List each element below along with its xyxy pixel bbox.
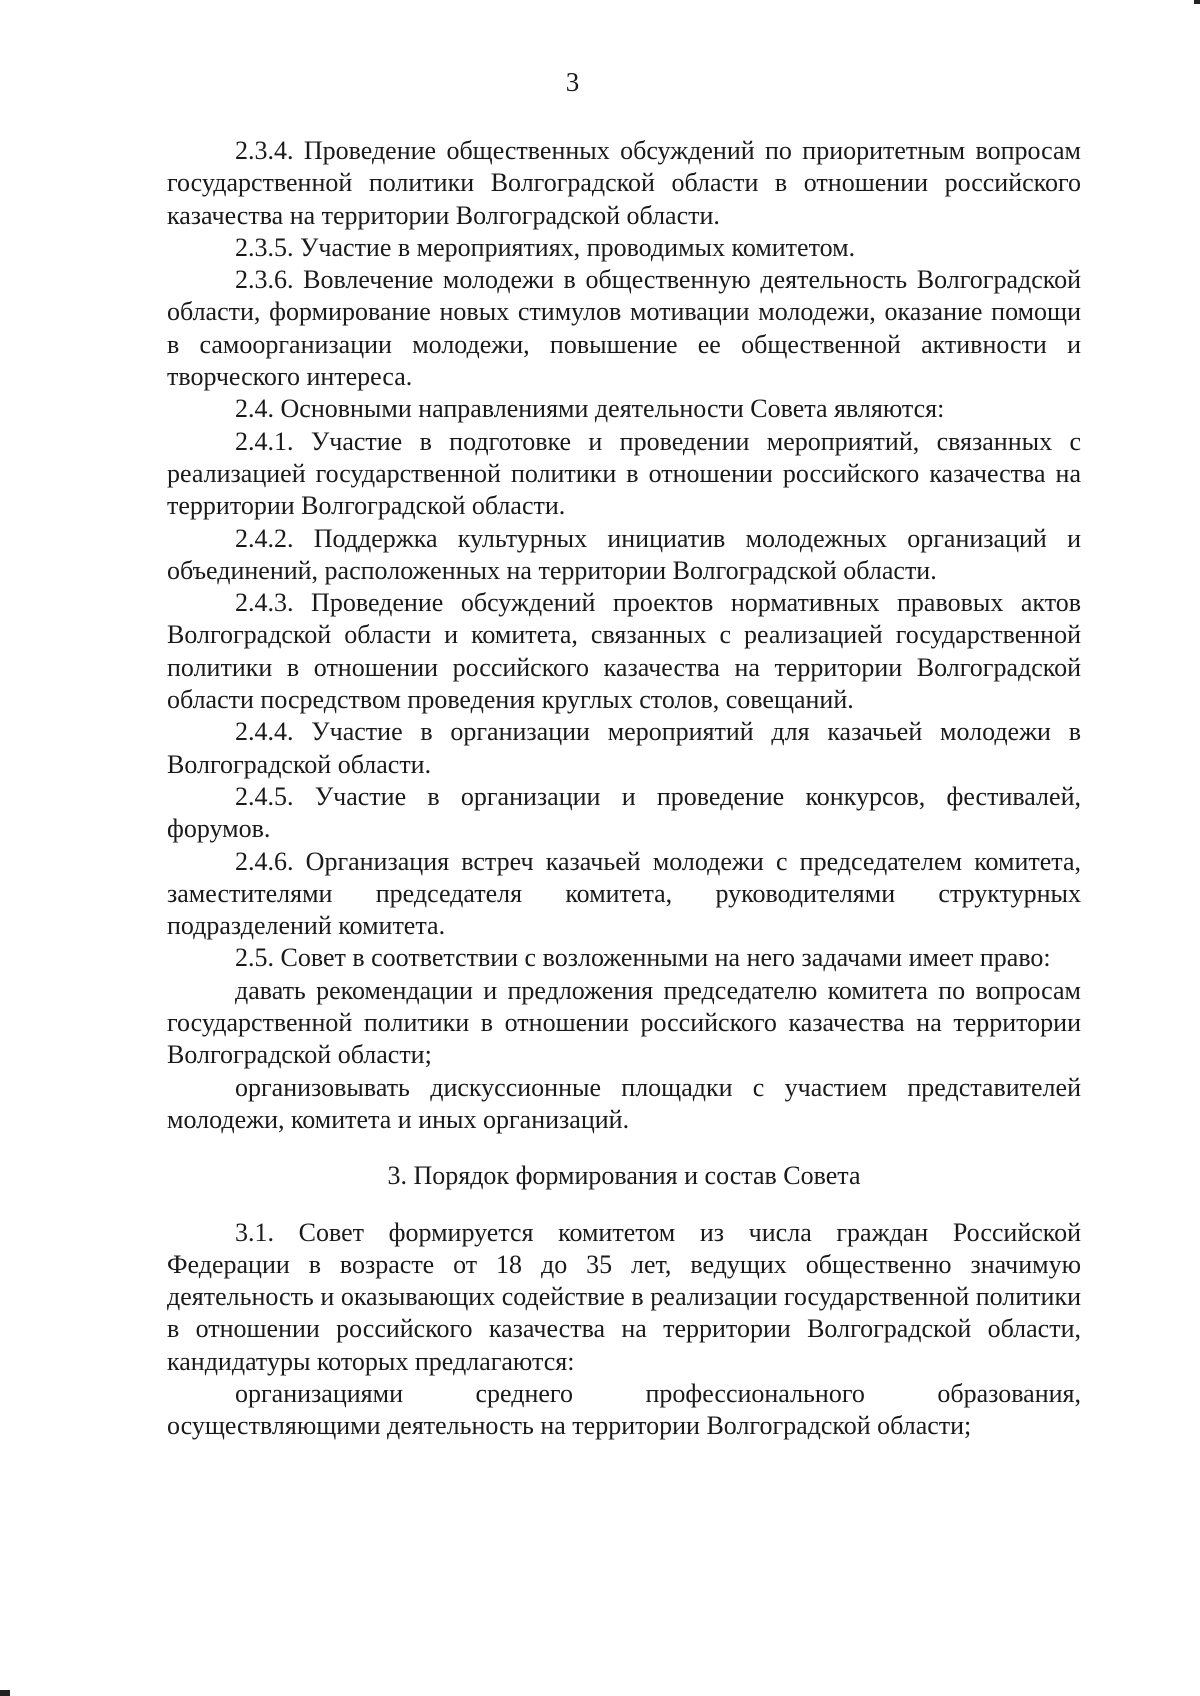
document-body — [167, 135, 1081, 1443]
paragraph-2-4-5: 2.4.5. Участие в организации и проведение конкурсов, фестивалей, форумов. — [167, 781, 1081, 844]
paragraph-2-3-5: 2.3.5. Участие в мероприятиях, проводимых комитетом. — [235, 232, 856, 262]
section-title: 3. Порядок формирования и состав Совета — [387, 1161, 861, 1191]
paragraph-3-1: 3.1. Совет формируется комитетом из числа граждан Российской Федерации в возрасте от 18 до 35 лет, ведущих общественно значимую деятельность и оказывающих содействие в реализации государственной политики в отношении российского казачества на территории Волгоградской области, кандидатуры которых предлагаются: — [167, 1217, 1081, 1376]
paragraph-rights-recommendations: давать рекомендации и предложения председателю комитета по вопросам государственной политики в отношении российского казачества на территории Волгоградской области; — [167, 975, 1081, 1070]
paragraph-2-4: 2.4. Основными направлениями деятельности Совета являются: — [235, 394, 945, 424]
paragraph-2-4-1: 2.4.1. Участие в подготовке и проведении мероприятий, связанных с реализацией государственной политики в отношении российского казачества на территории Волгоградской области. — [167, 426, 1081, 521]
paragraph-education-orgs: организациями среднего профессионального образования, осуществляющими деятельность на территории Волгоградской области; — [167, 1378, 1081, 1441]
paragraph-2-5: 2.5. Совет в соответствии с возложенными на него задачами имеет право: — [235, 943, 1051, 973]
paragraph-2-3-4: 2.3.4. Проведение общественных обсуждений по приоритетным вопросам государственной политики Волгоградской области в отношении российского казачества на территории Волгоградской области. — [167, 136, 1081, 230]
paragraph-2-3-6: 2.3.6. Вовлечение молодежи в общественную деятельность Волгоградской области, формирование новых стимулов мотивации молодежи, оказание помощи в самоорганизации молодежи, повышение ее общественной активности и творческого интереса. — [167, 265, 1081, 392]
scan-artifact-top-right — [1194, 0, 1200, 4]
paragraph-2-4-4: 2.4.4. Участие в организации мероприятий для казачьей молодежи в Волгоградской области. — [167, 717, 1081, 779]
paragraph-2-4-2: 2.4.2. Поддержка культурных инициатив молодежных организаций и объединений, расположенных на территории Волгоградской области. — [167, 523, 1081, 585]
paragraph-rights-discussion: организовывать дискуссионные площадки с участием представителей молодежи, комитета и иных организаций. — [167, 1072, 1081, 1134]
scan-artifact-bottom-left — [0, 1690, 10, 1696]
page-number: 3 — [565, 67, 580, 97]
paragraph-2-4-3: 2.4.3. Проведение обсуждений проектов нормативных правовых актов Волгоградской области и комитета, связанных с реализацией государственной политики в отношении российского казачества на территории Волгоградской области посредством проведения круглых столов, совещаний. — [167, 588, 1081, 715]
paragraph-2-4-6: 2.4.6. Организация встреч казачьей молодежи с председателем комитета, заместителями председателя комитета, руководителями структурных подразделений комитета. — [167, 846, 1081, 941]
